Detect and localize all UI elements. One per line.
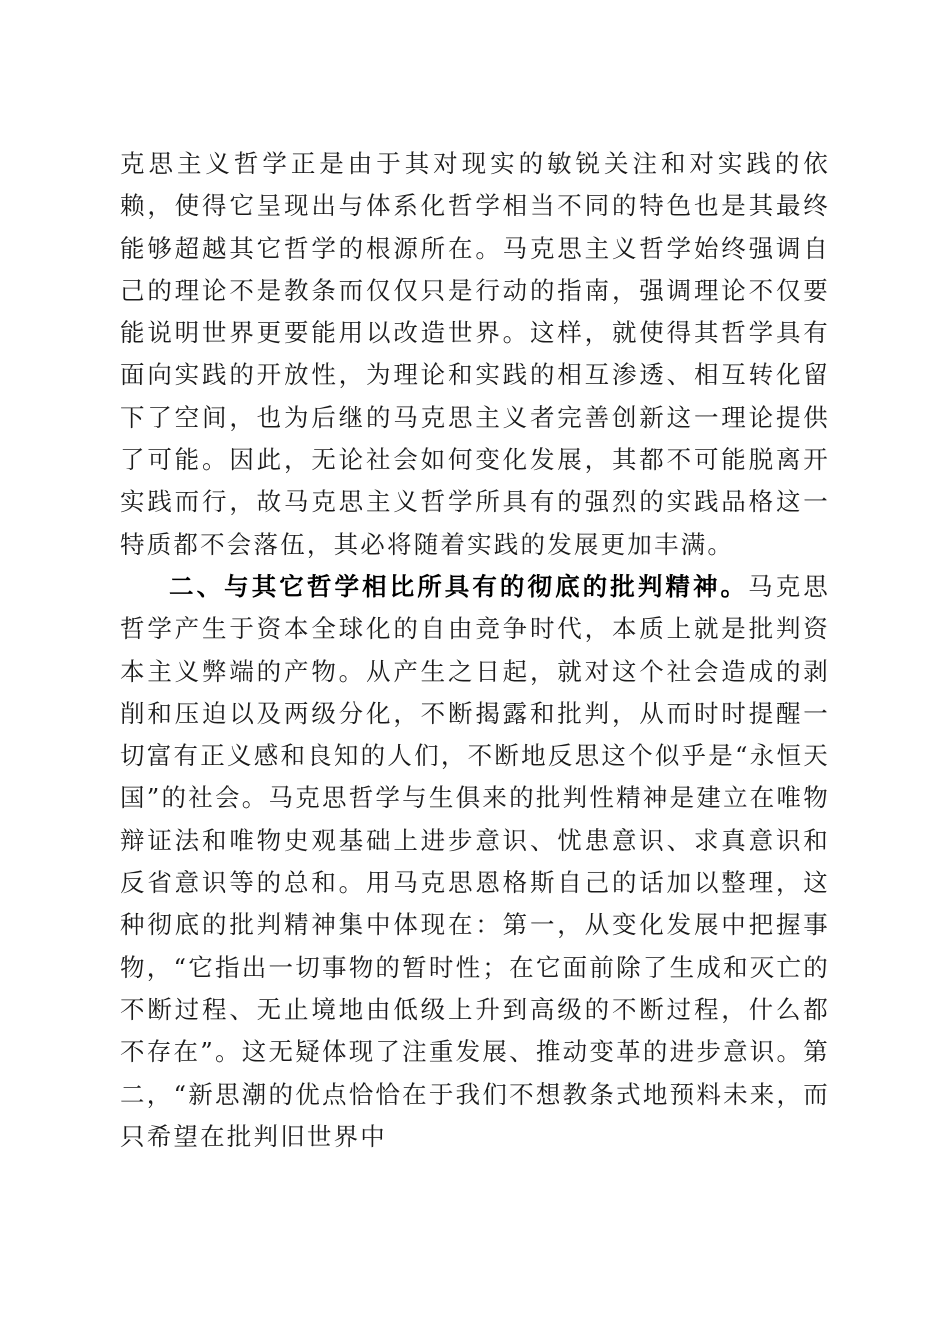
document-body xyxy=(120,143,830,1158)
paragraph-critical-spirit xyxy=(120,566,830,1158)
paragraph-continuation: 克思主义哲学正是由于其对现实的敏锐关注和对实践的依赖，使得它呈现出与体系化哲学相当不同的特色也是其最终能够超越其它哲学的根源所在。马克思主义哲学始终强调自己的理论不是教条而仅仅只是行动的指南，强调理论不仅要能说明世界更要能用以改造世界。这样，就使得其哲学具有面向实践的开放性，为理论和实践的相互渗透、相互转化留下了空间，也为后继的马克思主义者完善创新这一理论提供了可能。因此，无论社会如何变化发展，其都不可能脱离开实践而行，故马克思主义哲学所具有的强烈的实践品格这一特质都不会落伍，其必将随着实践的发展更加丰满。 xyxy=(120,149,830,559)
section-heading: 二、与其它哲学相比所具有的彻底的批判精神。 xyxy=(169,571,749,601)
paragraph-body: 马克思哲学产生于资本全球化的自由竞争时代，本质上就是批判资本主义弊端的产物。从产生之日起，就对这个社会造成的剥削和压迫以及两级分化，不断揭露和批判，从而时时提醒一切富有正义感和良知的人们，不断地反思这个似乎是“永恒天国”的社会。马克思哲学与生俱来的批判性精神是建立在唯物辩证法和唯物史观基础上进步意识、忧患意识、求真意识和反省意识等的总和。用马克思恩格斯自己的话加以整理，这种彻底的批判精神集中体现在：第一，从变化发展中把握事物，“它指出一切事物的暂时性；在它面前除了生成和灭亡的不断过程、无止境地由低级上升到高级的不断过程，什么都不存在”。这无疑体现了注重发展、推动变革的进步意识。第二，“新思潮的优点恰恰在于我们不想教条式地预料未来，而只希望在批判旧世界中 xyxy=(120,571,830,1151)
